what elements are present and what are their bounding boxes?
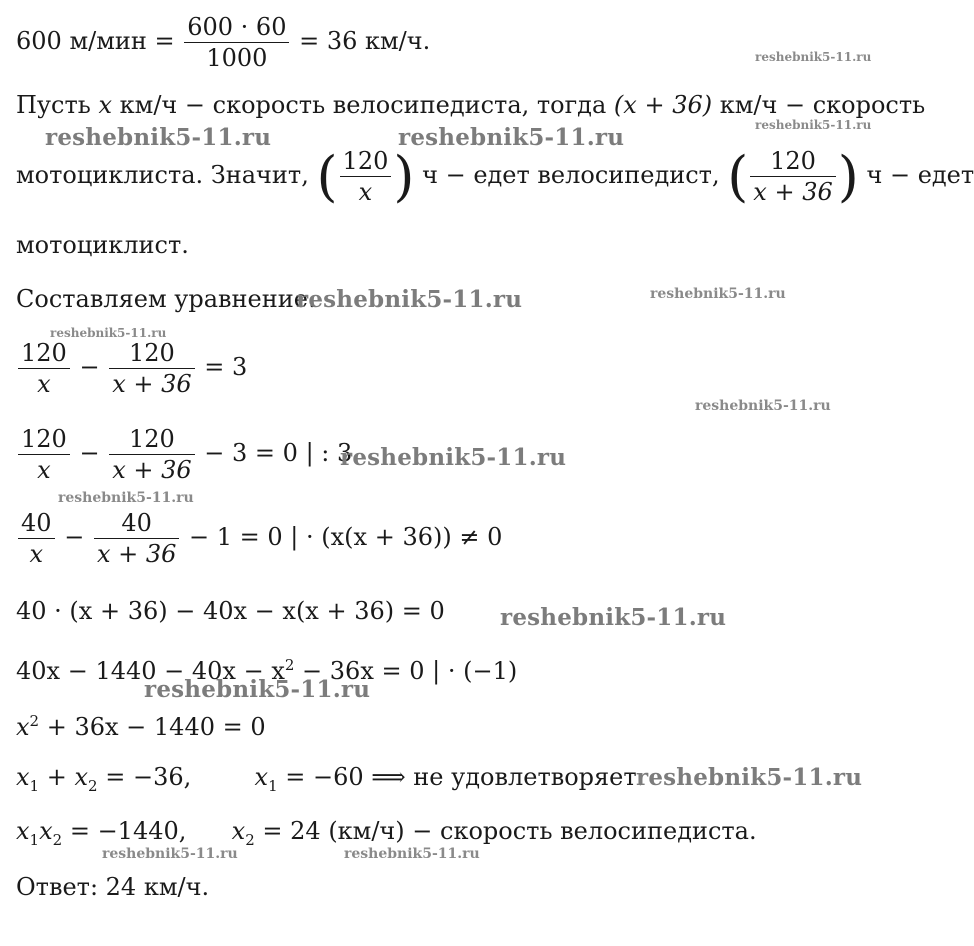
line-let: Пусть x км/ч − скорость велосипедиста, тогда (x + 36) км/ч − скорость xyxy=(16,91,926,119)
equation-4: 40 · (x + 36) − 40x − x(x + 36) = 0 xyxy=(16,597,445,625)
line-motorcyclist: мотоциклист. xyxy=(16,231,189,259)
watermark: reshebnik5-11.ru xyxy=(50,326,167,340)
line-equation-heading: Составляем уравнение: xyxy=(16,285,317,313)
watermark: reshebnik5-11.ru xyxy=(296,286,523,313)
line-times: мотоциклиста. Значит, ( $\frac{120}{x}$ ) ч − едет велосипедист, ( $\frac{120}{x + 36}$ ) ч − едет xyxy=(16,144,974,208)
watermark: reshebnik5-11.ru xyxy=(695,398,831,414)
watermark: reshebnik5-11.ru xyxy=(144,676,371,703)
watermark: reshebnik5-11.ru xyxy=(650,286,786,302)
equation-2: $\frac{120}{x}$ − $\frac{120}{x + 36}$ − 3 = 0 | : 3 xyxy=(16,424,352,485)
watermark: reshebnik5-11.ru xyxy=(102,846,238,862)
watermark: reshebnik5-11.ru xyxy=(755,118,872,132)
watermark: reshebnik5-11.ru xyxy=(398,124,625,151)
vieta-sum: $x_1 + x_2 = -36$, $x_1 = -60$ ⟹ не удовлетворяет. xyxy=(16,763,645,795)
line-conversion: 600 м/мин = $\frac{600 \cdot 60}{1000}$ = 36 км/ч. xyxy=(16,13,431,72)
fraction: $\frac{120}{x}$ xyxy=(340,146,392,207)
watermark: reshebnik5-11.ru xyxy=(636,764,863,791)
watermark: reshebnik5-11.ru xyxy=(344,846,480,862)
vieta-product: $x_1x_2 = -1440$, $x_2 = 24$ (км/ч) − скорость велосипедиста. xyxy=(16,817,757,849)
fraction: $\frac{600 \cdot 60}{1000}$ xyxy=(184,12,289,73)
watermark: reshebnik5-11.ru xyxy=(340,444,567,471)
watermark: reshebnik5-11.ru xyxy=(45,124,272,151)
equation-3: $\frac{40}{x}$ − $\frac{40}{x + 36}$ − 1 = 0 | · (x(x + 36)) ≠ 0 xyxy=(16,508,502,569)
watermark: reshebnik5-11.ru xyxy=(755,50,872,64)
fraction: $\frac{120}{x + 36}$ xyxy=(750,146,835,207)
watermark: reshebnik5-11.ru xyxy=(500,604,727,631)
equation-5: $40x - 1440 - 40x - x^2 - 36x = 0$ | · (−1) xyxy=(16,656,518,685)
answer: Ответ: 24 км/ч. xyxy=(16,873,210,901)
equation-6: $x^2 + 36x - 1440 = 0$ xyxy=(16,712,266,741)
equation-1: $\frac{120}{x}$ − $\frac{120}{x + 36}$ = 3 xyxy=(16,338,247,399)
watermark: reshebnik5-11.ru xyxy=(58,490,194,506)
